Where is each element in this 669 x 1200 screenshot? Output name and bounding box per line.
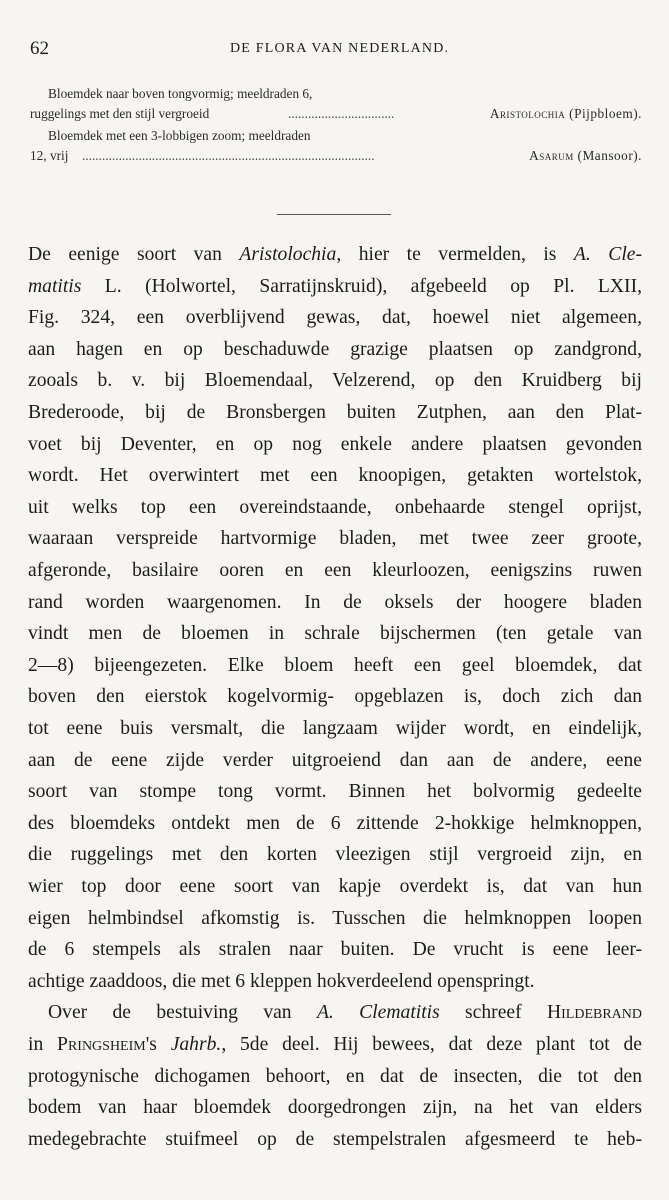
body-line: des bloemdeks ontdekt men de 6 zittende 2-hokkige helmknoppen, — [28, 812, 642, 834]
body-line: die ruggelings met den korten vleezigen stijl vergroeid zijn, en — [28, 844, 642, 866]
body-line: eigen helmbindsel afkomstig is. Tusschen die helmknoppen loopen — [28, 907, 642, 929]
body-line: aan de eene zijde verder uitgroeiend dan aan de andere, eene — [28, 749, 642, 771]
section-divider — [277, 214, 391, 215]
body-line: protogynische dichogamen behoort, en dat de insecten, die tot den — [28, 1065, 642, 1087]
body-line: uit welks top een overeindstaande, onbehaarde stengel oprijst, — [28, 496, 642, 518]
body-line: De eenige soort van Aristolochia, hier te vermelden, is A. Cle- — [28, 244, 643, 265]
key-result-asarum: Asarum (Mansoor). — [529, 148, 642, 163]
body-line: wordt. Het overwintert met een knoopigen, getakten wortelstok, — [28, 465, 642, 487]
body-line: bodem van haar bloemdek doorgedrongen zijn, na het van elders — [28, 1097, 642, 1119]
body-line: voet bij Deventer, en op nog enkele andere plaatsen gevonden — [28, 433, 642, 455]
body-line: Over de bestuiving van A. Clematitis schreef Hildebrand — [48, 1002, 643, 1024]
body-line: tot eene buis versmalt, die langzaam wijder wordt, en eindelijk, — [28, 718, 642, 739]
running-title: DE FLORA VAN NEDERLAND. — [230, 41, 450, 56]
body-line: de 6 stempels als stralen naar buiten. De vrucht is eene leer- — [28, 939, 642, 961]
body-line: Fig. 324, een overblijvend gewas, dat, hoewel niet algemeen, — [28, 307, 642, 329]
page-header — [30, 38, 640, 62]
key-entry-2-line-2: 12, vrij ........................................................................................ Asarum (Mansoor). — [30, 148, 642, 163]
body-line: aan hagen en op beschaduwde grazige plaatsen op zandgrond, — [28, 338, 642, 360]
body-line: soort van stompe tong vormt. Binnen het bolvormig gedeelte — [28, 781, 642, 803]
body-line: vindt men de bloemen in schrale bijschermen (ten getale van — [28, 623, 642, 645]
key-entry-2-line-1: Bloemdek met een 3-lobbigen zoom; meeldraden — [48, 128, 311, 143]
key-result-aristolochia: Aristolochia (Pijpbloem). — [489, 106, 642, 121]
body-line: Brederoode, bij de Bronsbergen buiten Zutphen, aan den Plat- — [28, 402, 642, 423]
body-line: waaraan verspreide hartvormige bladen, met twee zeer groote, — [28, 528, 642, 550]
key-entry-1-line-2: ruggelings met den stijl vergroeid ................................ Aristolochia (Pijpbloem). — [30, 106, 642, 121]
body-line: afgeronde, basilaire ooren en een kleurloozen, eenigszins ruwen — [28, 560, 642, 581]
key-entry-1-line-1: Bloemdek naar boven tongvormig; meeldraden 6, — [48, 86, 313, 101]
body-line: medegebrachte stuifmeel op de stempelstralen afgesmeerd te heb- — [28, 1128, 642, 1150]
body-line: achtige zaaddoos, die met 6 kleppen hokverdeelend openspringt. — [28, 970, 535, 992]
body-line: 2—8) bijeengezeten. Elke bloem heeft een geel bloemdek, dat — [28, 654, 642, 676]
body-line: wier top door eene soort van kapje overdekt is, dat van hun — [28, 876, 642, 897]
body-line: zooals b. v. bij Bloemendaal, Velzerend, op den Kruidberg bij — [28, 370, 642, 392]
page-number: 62 — [30, 38, 49, 59]
body-line: matitis L. (Holwortel, Sarratijnskruid), afgebeeld op Pl. LXII, — [28, 275, 642, 297]
body-line: in Pringsheim's Jahrb., 5de deel. Hij bewees, dat deze plant tot de — [28, 1034, 642, 1055]
body-line: boven den eierstok kogelvormig- opgeblazen is, doch zich dan — [28, 686, 642, 708]
body-line: rand worden waargenomen. In de oksels der hoogere bladen — [28, 591, 642, 613]
